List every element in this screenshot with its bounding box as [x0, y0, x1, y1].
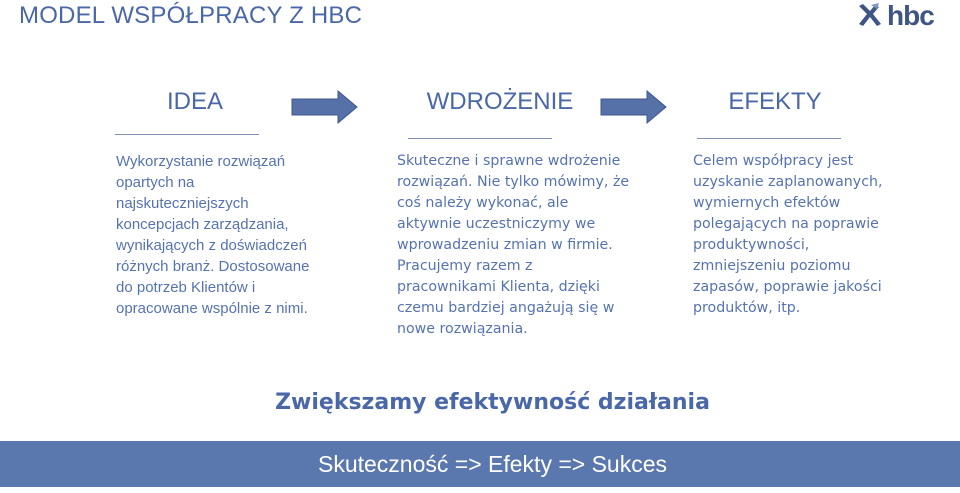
footer-band [0, 441, 960, 487]
divider-efekty [697, 138, 841, 139]
divider-wdrozenie [408, 138, 552, 139]
heading-wdrozenie: WDROŻENIE [426, 88, 574, 115]
heading-idea: IDEA [166, 88, 223, 115]
page-title: MODEL WSPÓŁPRACY Z HBC [19, 2, 363, 29]
arrow-right-icon [600, 90, 667, 124]
heading-efekty: EFEKTY [728, 88, 822, 115]
logo-text: hbc [887, 0, 934, 31]
hbc-logo [857, 0, 937, 32]
text-wdrozenie: Skuteczne i sprawne wdrożenie rozwiązań. Nie tylko mówimy, że coś należy wykonać, ale aktywnie uczestniczymy we wprowadzeniu zmian w firmie. Pracujemy razem z pracownikami Klienta, dzięki czemu bardziej angażują się w nowe rozwiązania. [397, 153, 630, 337]
text-efekty: Celem współpracy jest uzyskanie zaplanowanych, wymiernych efektów polegających na poprawie produktywności, zmniejszeniu poziomu zapasów, poprawie jakości produktów, itp. [693, 153, 883, 316]
divider-idea [115, 134, 259, 135]
arrow-right-icon [291, 90, 358, 124]
tagline: Zwiększamy efektywność działania [275, 390, 710, 415]
hbc-logo-mark-icon [857, 2, 883, 30]
text-idea: Wykorzystanie rozwiązań opartych na najskuteczniejszych koncepcjach zarządzania, wynikających z doświadczeń różnych branż. Dostosowane do potrzeb Klientów i opracowane wspólnie z nimi. [116, 153, 310, 317]
footer-slogan: Skuteczność => Efekty => Sukces [317, 451, 668, 477]
